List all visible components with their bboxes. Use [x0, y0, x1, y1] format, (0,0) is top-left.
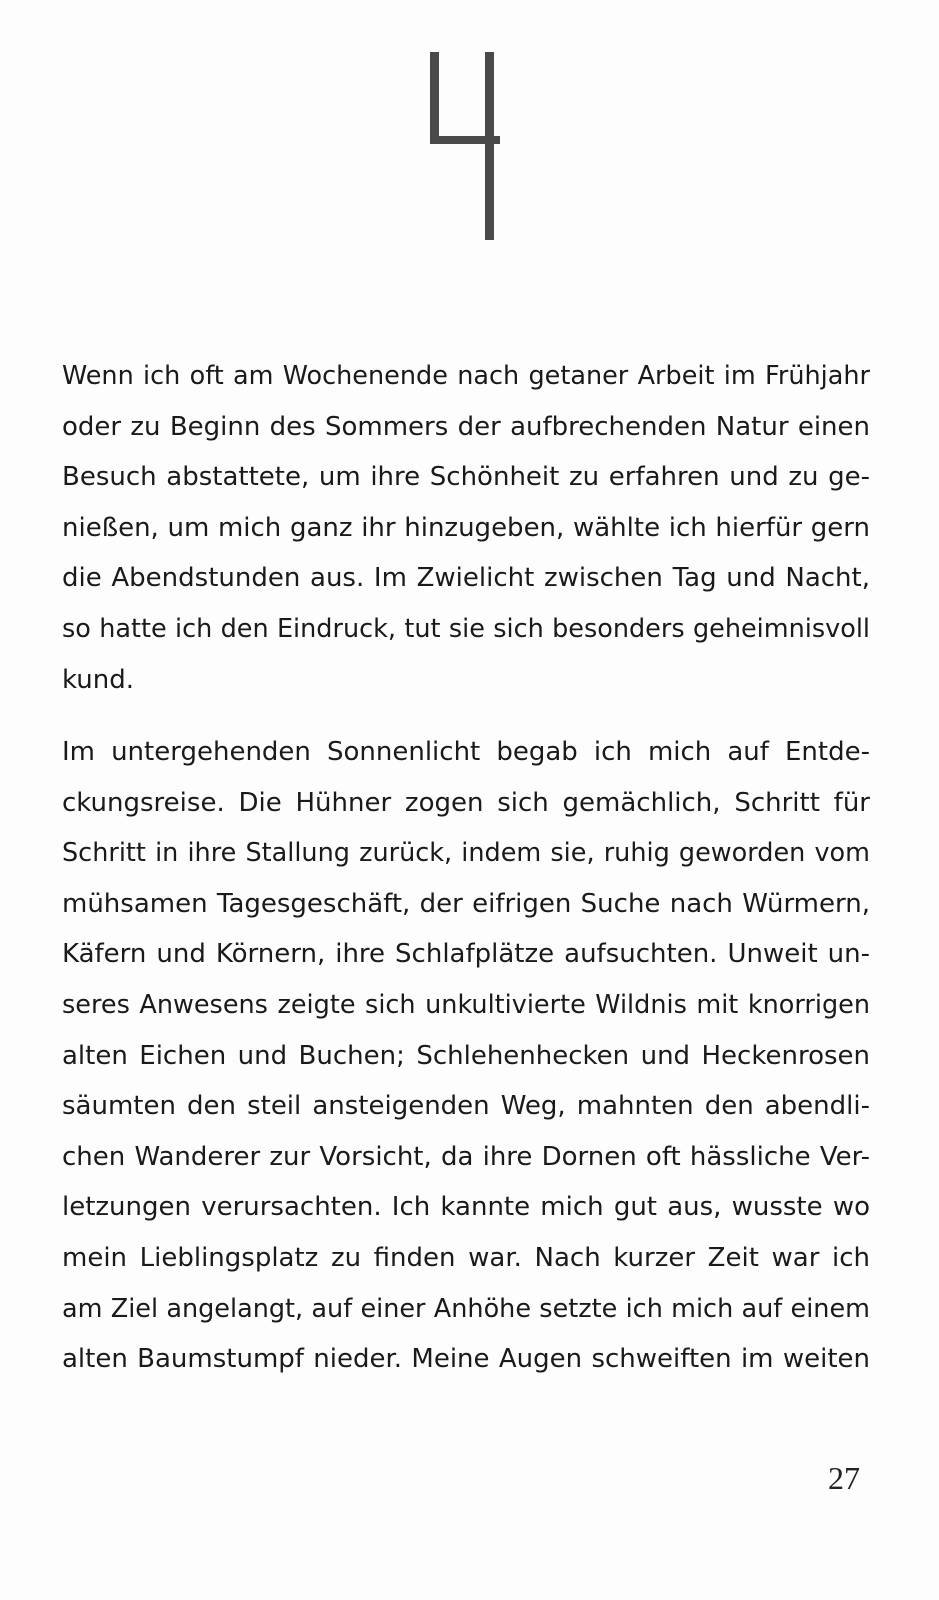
page-number: 27 — [828, 1460, 860, 1496]
text-line: Käfern und Körnern, ihre Schlafplätze aufsuchten. Unweit un- — [62, 939, 870, 970]
text-line: mein Lieblingsplatz zu finden war. Nach kurzer Zeit war ich — [62, 1242, 870, 1273]
text-line: am Ziel angelangt, auf einer Anhöhe setzte ich mich auf einem — [62, 1293, 870, 1324]
text-line: alten Baumstumpf nieder. Meine Augen schweiften im weiten — [62, 1344, 870, 1375]
text-line: nießen, um mich ganz ihr hinzugeben, wählte ich hierfür gern — [62, 512, 870, 543]
text-line: Wenn ich oft am Wochenende nach getaner Arbeit im Frühjahr — [62, 361, 870, 391]
text-line: Im untergehenden Sonnenlicht begab ich mich auf Entde- — [62, 737, 870, 767]
text-line: so hatte ich den Eindruck, tut sie sich besonders geheimnisvoll — [62, 613, 870, 644]
paragraph-1 — [62, 351, 870, 705]
paragraph-2 — [62, 727, 870, 1385]
text-line: kund. — [62, 664, 134, 695]
text-line: chen Wanderer zur Vorsicht, da ihre Dornen oft hässliche Ver- — [62, 1141, 870, 1172]
text-line: die Abendstunden aus. Im Zwielicht zwischen Tag und Nacht, — [62, 563, 870, 594]
chapter-number — [426, 50, 506, 240]
text-line: seres Anwesens zeigte sich unkultivierte Wildnis mit knorrigen — [62, 989, 870, 1020]
text-line: mühsamen Tagesgeschäft, der eifrigen Suche nach Würmern, — [62, 888, 870, 919]
text-line: letzungen verursachten. Ich kannte mich gut aus, wusste wo — [62, 1192, 870, 1223]
text-line: säumten den steil ansteigenden Weg, mahnten den abendli- — [62, 1091, 870, 1122]
text-line: ckungsreise. Die Hühner zogen sich gemächlich, Schritt für — [62, 787, 870, 818]
chapter-number-glyph — [426, 50, 506, 240]
text-line: alten Eichen und Buchen; Schlehenhecken und Heckenrosen — [62, 1040, 870, 1071]
text-line: oder zu Beginn des Sommers der aufbrechenden Natur einen — [62, 411, 870, 442]
text-line: Schritt in ihre Stallung zurück, indem sie, ruhig geworden vom — [62, 838, 870, 869]
text-line: Besuch abstattete, um ihre Schönheit zu erfahren und zu ge- — [62, 462, 870, 493]
